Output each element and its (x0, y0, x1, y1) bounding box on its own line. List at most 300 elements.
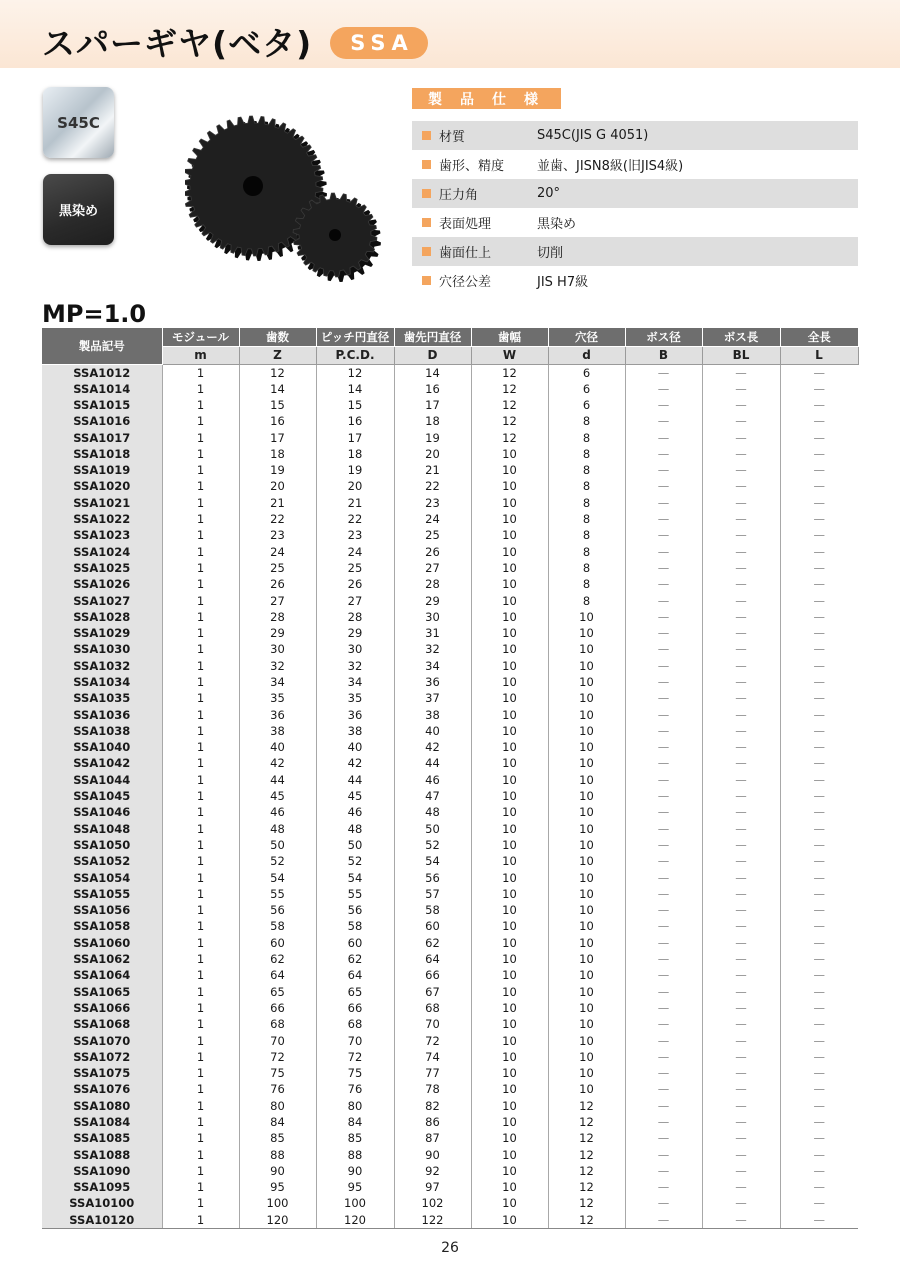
product-code-cell: SSA1048 (42, 821, 162, 837)
table-cell: 10 (471, 886, 548, 902)
empty-dash-cell: — (813, 1082, 825, 1097)
table-cell: 20 (239, 478, 316, 494)
table-cell: 38 (316, 723, 394, 739)
empty-dash-cell: — (702, 446, 780, 462)
empty-dash-cell: — (813, 1098, 825, 1113)
table-cell: 87 (394, 1130, 471, 1146)
table-cell: 10 (471, 755, 548, 771)
table-row (42, 886, 858, 902)
table-cell: 52 (239, 853, 316, 869)
table-cell: 10 (471, 1000, 548, 1016)
table-cell: 1 (162, 1130, 239, 1146)
empty-dash-cell: — (702, 609, 780, 625)
empty-dash-cell: — (813, 919, 825, 934)
empty-dash-cell: — (813, 365, 825, 380)
spec-label: 表面処理 (439, 217, 492, 232)
empty-dash-cell: — (702, 853, 780, 869)
table-cell: 10 (548, 755, 625, 771)
table-cell: 86 (394, 1114, 471, 1130)
empty-dash-cell: — (702, 658, 780, 674)
table-cell: 8 (548, 478, 625, 494)
empty-dash-cell: — (813, 723, 825, 738)
table-cell: 38 (239, 723, 316, 739)
spur-gear-image (185, 108, 385, 283)
empty-dash-cell: — (625, 576, 702, 592)
table-cell: 10 (471, 1179, 548, 1195)
table-row (42, 772, 858, 788)
table-cell: 10 (548, 1049, 625, 1065)
table-cell: 58 (394, 902, 471, 918)
empty-dash-cell: — (813, 1163, 825, 1178)
empty-dash-cell: — (813, 821, 825, 836)
table-row (42, 1049, 858, 1065)
column-symbol: d (548, 346, 625, 364)
table-cell: 80 (316, 1098, 394, 1114)
product-code-cell: SSA1038 (42, 723, 162, 739)
empty-dash-cell: — (702, 462, 780, 478)
table-row (42, 495, 858, 511)
table-cell: 55 (316, 886, 394, 902)
table-cell: 1 (162, 1163, 239, 1179)
empty-dash-cell: — (813, 544, 825, 559)
table-cell: 10 (471, 739, 548, 755)
title-bar (0, 0, 900, 68)
table-cell: 26 (394, 543, 471, 559)
empty-dash-cell: — (813, 1049, 825, 1064)
empty-dash-cell: — (625, 625, 702, 641)
spec-value: 切削 (537, 246, 564, 261)
empty-dash-cell: — (813, 1000, 825, 1015)
table-cell: 10 (548, 690, 625, 706)
empty-dash-cell: — (702, 902, 780, 918)
empty-dash-cell: — (702, 1065, 780, 1081)
empty-dash-cell: — (813, 691, 825, 706)
table-cell: 27 (316, 592, 394, 608)
empty-dash-cell: — (780, 1212, 858, 1229)
table-cell: 8 (548, 446, 625, 462)
empty-dash-cell: — (702, 429, 780, 445)
table-cell: 76 (239, 1081, 316, 1097)
product-code-cell: SSA1085 (42, 1130, 162, 1146)
table-cell: 1 (162, 886, 239, 902)
table-cell: 23 (394, 495, 471, 511)
empty-dash-cell: — (702, 381, 780, 397)
empty-dash-cell: — (625, 983, 702, 999)
table-cell: 1 (162, 429, 239, 445)
table-cell: 8 (548, 429, 625, 445)
empty-dash-cell: — (813, 1196, 825, 1211)
table-row (42, 560, 858, 576)
table-cell: 1 (162, 625, 239, 641)
column-header: ピッチ円直径 (316, 328, 394, 346)
table-cell: 10 (471, 1081, 548, 1097)
table-cell: 12 (548, 1195, 625, 1211)
spec-label: 穴径公差 (439, 275, 492, 290)
table-row (42, 1065, 858, 1081)
table-cell: 1 (162, 967, 239, 983)
table-row (42, 918, 858, 934)
empty-dash-cell: — (702, 495, 780, 511)
empty-dash-cell: — (702, 1081, 780, 1097)
table-cell: 10 (548, 967, 625, 983)
column-header: 歯先円直径 (394, 328, 471, 346)
empty-dash-cell: — (813, 772, 825, 787)
table-cell: 16 (239, 413, 316, 429)
empty-dash-cell: — (625, 495, 702, 511)
table-cell: 75 (316, 1065, 394, 1081)
table-cell: 8 (548, 543, 625, 559)
empty-dash-cell: — (625, 951, 702, 967)
table-row (42, 1130, 858, 1146)
column-symbol: W (471, 346, 548, 364)
table-cell: 48 (316, 821, 394, 837)
table-cell: 77 (394, 1065, 471, 1081)
table-cell: 10 (548, 853, 625, 869)
table-cell: 22 (239, 511, 316, 527)
table-cell: 10 (548, 935, 625, 951)
table-cell: 10 (471, 1163, 548, 1179)
product-code-cell: SSA1018 (42, 446, 162, 462)
empty-dash-cell: — (702, 951, 780, 967)
empty-dash-cell: — (625, 869, 702, 885)
empty-dash-cell: — (813, 789, 825, 804)
empty-dash-cell: — (702, 1130, 780, 1146)
table-row (42, 690, 858, 706)
table-cell: 10 (548, 609, 625, 625)
product-code-cell: SSA1066 (42, 1000, 162, 1016)
empty-dash-cell: — (702, 967, 780, 983)
empty-dash-cell: — (702, 983, 780, 999)
empty-dash-cell: — (625, 478, 702, 494)
table-row (42, 1000, 858, 1016)
table-cell: 10 (471, 837, 548, 853)
product-code-cell: SSA1050 (42, 837, 162, 853)
table-cell: 66 (394, 967, 471, 983)
table-cell: 32 (239, 658, 316, 674)
table-cell: 72 (394, 1032, 471, 1048)
empty-dash-cell: — (813, 528, 825, 543)
table-cell: 15 (239, 397, 316, 413)
table-cell: 40 (394, 723, 471, 739)
product-code-cell: SSA10100 (42, 1195, 162, 1211)
empty-dash-cell: — (702, 397, 780, 413)
table-cell: 66 (239, 1000, 316, 1016)
table-cell: 10 (471, 641, 548, 657)
column-header: ボス径 (625, 328, 702, 346)
table-cell: 10 (548, 821, 625, 837)
empty-dash-cell: — (702, 723, 780, 739)
table-cell: 85 (316, 1130, 394, 1146)
empty-dash-cell: — (625, 1195, 702, 1211)
bullet-square-icon (422, 131, 431, 140)
empty-dash-cell: — (702, 1098, 780, 1114)
spec-row (412, 208, 858, 237)
table-cell: 1 (162, 788, 239, 804)
table-cell: 10 (548, 658, 625, 674)
table-cell: 10 (471, 576, 548, 592)
table-cell: 31 (394, 625, 471, 641)
table-cell: 64 (239, 967, 316, 983)
product-code-cell: SSA1021 (42, 495, 162, 511)
table-cell: 60 (394, 918, 471, 934)
table-cell: 1 (162, 609, 239, 625)
empty-dash-cell: — (625, 772, 702, 788)
product-code-cell: SSA1034 (42, 674, 162, 690)
empty-dash-cell: — (702, 755, 780, 771)
empty-dash-cell: — (702, 1163, 780, 1179)
table-cell: 12 (548, 1146, 625, 1162)
empty-dash-cell: — (625, 674, 702, 690)
empty-dash-cell: — (702, 1000, 780, 1016)
table-cell: 1 (162, 951, 239, 967)
empty-dash-cell: — (813, 935, 825, 950)
table-cell: 122 (394, 1212, 471, 1229)
empty-dash-cell: — (813, 430, 825, 445)
table-cell: 68 (394, 1000, 471, 1016)
table-cell: 10 (471, 723, 548, 739)
table-cell: 42 (316, 755, 394, 771)
table-cell: 64 (316, 967, 394, 983)
table-row (42, 755, 858, 771)
table-cell: 70 (316, 1032, 394, 1048)
empty-dash-cell: — (702, 690, 780, 706)
table-row (42, 951, 858, 967)
table-cell: 6 (548, 364, 625, 381)
table-cell: 72 (316, 1049, 394, 1065)
table-cell: 10 (548, 625, 625, 641)
table-cell: 72 (239, 1049, 316, 1065)
table-cell: 10 (471, 983, 548, 999)
empty-dash-cell: — (702, 625, 780, 641)
table-cell: 1 (162, 658, 239, 674)
table-cell: 84 (316, 1114, 394, 1130)
table-cell: 1 (162, 1098, 239, 1114)
table-row (42, 1114, 858, 1130)
table-row (42, 446, 858, 462)
empty-dash-cell: — (702, 592, 780, 608)
table-cell: 44 (239, 772, 316, 788)
series-code-badge: SSA (330, 27, 428, 59)
spec-row (412, 266, 858, 295)
column-symbol: BL (702, 346, 780, 364)
table-cell: 65 (316, 983, 394, 999)
table-cell: 28 (394, 576, 471, 592)
table-cell: 10 (471, 658, 548, 674)
empty-dash-cell: — (625, 1098, 702, 1114)
empty-dash-cell: — (813, 479, 825, 494)
column-symbol: D (394, 346, 471, 364)
table-row (42, 1146, 858, 1162)
table-cell: 25 (394, 527, 471, 543)
table-cell: 46 (316, 804, 394, 820)
table-cell: 10 (471, 625, 548, 641)
table-row (42, 723, 858, 739)
empty-dash-cell: — (813, 1033, 825, 1048)
table-cell: 14 (239, 381, 316, 397)
table-cell: 34 (394, 658, 471, 674)
product-code-cell: SSA1052 (42, 853, 162, 869)
large-gear-bore (243, 176, 263, 196)
table-cell: 14 (316, 381, 394, 397)
table-cell: 42 (239, 755, 316, 771)
table-cell: 95 (239, 1179, 316, 1195)
empty-dash-cell: — (813, 642, 825, 657)
table-cell: 14 (394, 364, 471, 381)
table-cell: 10 (471, 511, 548, 527)
table-cell: 88 (239, 1146, 316, 1162)
table-cell: 10 (471, 560, 548, 576)
table-cell: 37 (394, 690, 471, 706)
product-code-cell: SSA1064 (42, 967, 162, 983)
table-row (42, 1032, 858, 1048)
product-code-cell: SSA1042 (42, 755, 162, 771)
table-row (42, 902, 858, 918)
table-cell: 8 (548, 576, 625, 592)
empty-dash-cell: — (625, 397, 702, 413)
table-cell: 102 (394, 1195, 471, 1211)
table-cell: 1 (162, 983, 239, 999)
table-cell: 36 (316, 706, 394, 722)
table-cell: 10 (471, 967, 548, 983)
table-cell: 1 (162, 462, 239, 478)
table-cell: 29 (394, 592, 471, 608)
empty-dash-cell: — (813, 512, 825, 527)
empty-dash-cell: — (813, 837, 825, 852)
bullet-square-icon (422, 247, 431, 256)
table-row (42, 983, 858, 999)
empty-dash-cell: — (625, 1114, 702, 1130)
table-cell: 1 (162, 1032, 239, 1048)
empty-dash-cell: — (702, 576, 780, 592)
empty-dash-cell: — (813, 903, 825, 918)
table-cell: 1 (162, 837, 239, 853)
table-cell: 100 (239, 1195, 316, 1211)
empty-dash-cell: — (702, 739, 780, 755)
empty-dash-cell: — (813, 577, 825, 592)
table-cell: 19 (316, 462, 394, 478)
empty-dash-cell: — (702, 869, 780, 885)
table-cell: 60 (239, 935, 316, 951)
table-cell: 1 (162, 592, 239, 608)
table-cell: 10 (548, 902, 625, 918)
spec-row (412, 150, 858, 179)
table-cell: 68 (239, 1016, 316, 1032)
table-row (42, 527, 858, 543)
spec-label: 材質 (439, 130, 466, 145)
page-number: 26 (441, 1240, 459, 1256)
table-cell: 1 (162, 755, 239, 771)
empty-dash-cell: — (702, 804, 780, 820)
table-cell: 17 (239, 429, 316, 445)
table-cell: 70 (239, 1032, 316, 1048)
table-cell: 21 (394, 462, 471, 478)
table-cell: 10 (471, 853, 548, 869)
product-code-cell: SSA1012 (42, 364, 162, 381)
table-cell: 55 (239, 886, 316, 902)
table-cell: 90 (394, 1146, 471, 1162)
empty-dash-cell: — (625, 886, 702, 902)
empty-dash-cell: — (625, 1212, 702, 1229)
spec-table (412, 121, 858, 295)
product-code-cell: SSA1072 (42, 1049, 162, 1065)
product-code-cell: SSA1095 (42, 1179, 162, 1195)
table-cell: 10 (471, 592, 548, 608)
empty-dash-cell: — (813, 1066, 825, 1081)
table-cell: 65 (239, 983, 316, 999)
empty-dash-cell: — (625, 821, 702, 837)
empty-dash-cell: — (625, 641, 702, 657)
table-cell: 10 (471, 1032, 548, 1048)
table-cell: 29 (316, 625, 394, 641)
empty-dash-cell: — (813, 381, 825, 396)
table-cell: 52 (316, 853, 394, 869)
empty-dash-cell: — (702, 918, 780, 934)
spec-heading: 製品仕様 (412, 88, 561, 109)
table-cell: 10 (471, 788, 548, 804)
table-cell: 42 (394, 739, 471, 755)
empty-dash-cell: — (813, 626, 825, 641)
empty-dash-cell: — (813, 593, 825, 608)
table-cell: 10 (548, 772, 625, 788)
bullet-square-icon (422, 160, 431, 169)
spec-row (412, 121, 858, 150)
empty-dash-cell: — (702, 837, 780, 853)
product-code-cell: SSA1045 (42, 788, 162, 804)
table-row (42, 853, 858, 869)
empty-dash-cell: — (813, 805, 825, 820)
table-cell: 10 (471, 1212, 548, 1229)
table-cell: 54 (316, 869, 394, 885)
empty-dash-cell: — (625, 723, 702, 739)
table-cell: 10 (548, 739, 625, 755)
table-cell: 64 (394, 951, 471, 967)
table-cell: 70 (394, 1016, 471, 1032)
spec-value: 20° (537, 186, 561, 201)
table-cell: 12 (548, 1163, 625, 1179)
empty-dash-cell: — (702, 1114, 780, 1130)
empty-dash-cell: — (702, 821, 780, 837)
table-cell: 10 (548, 1081, 625, 1097)
table-cell: 48 (394, 804, 471, 820)
table-cell: 28 (239, 609, 316, 625)
table-cell: 16 (394, 381, 471, 397)
empty-dash-cell: — (702, 641, 780, 657)
table-cell: 10 (471, 543, 548, 559)
table-cell: 45 (239, 788, 316, 804)
empty-dash-cell: — (813, 463, 825, 478)
table-cell: 10 (548, 706, 625, 722)
table-cell: 10 (471, 772, 548, 788)
empty-dash-cell: — (625, 804, 702, 820)
table-cell: 1 (162, 1195, 239, 1211)
table-row (42, 511, 858, 527)
column-header: 全長 (780, 328, 858, 346)
product-code-cell: SSA1025 (42, 560, 162, 576)
table-cell: 12 (471, 397, 548, 413)
empty-dash-cell: — (625, 706, 702, 722)
material-badge: S45C (43, 87, 114, 158)
empty-dash-cell: — (813, 1131, 825, 1146)
table-cell: 35 (239, 690, 316, 706)
table-cell: 10 (471, 690, 548, 706)
table-cell: 10 (471, 1195, 548, 1211)
table-cell: 97 (394, 1179, 471, 1195)
table-cell: 27 (394, 560, 471, 576)
empty-dash-cell: — (813, 414, 825, 429)
table-row (42, 658, 858, 674)
table-cell: 1 (162, 674, 239, 690)
table-cell: 10 (471, 1130, 548, 1146)
